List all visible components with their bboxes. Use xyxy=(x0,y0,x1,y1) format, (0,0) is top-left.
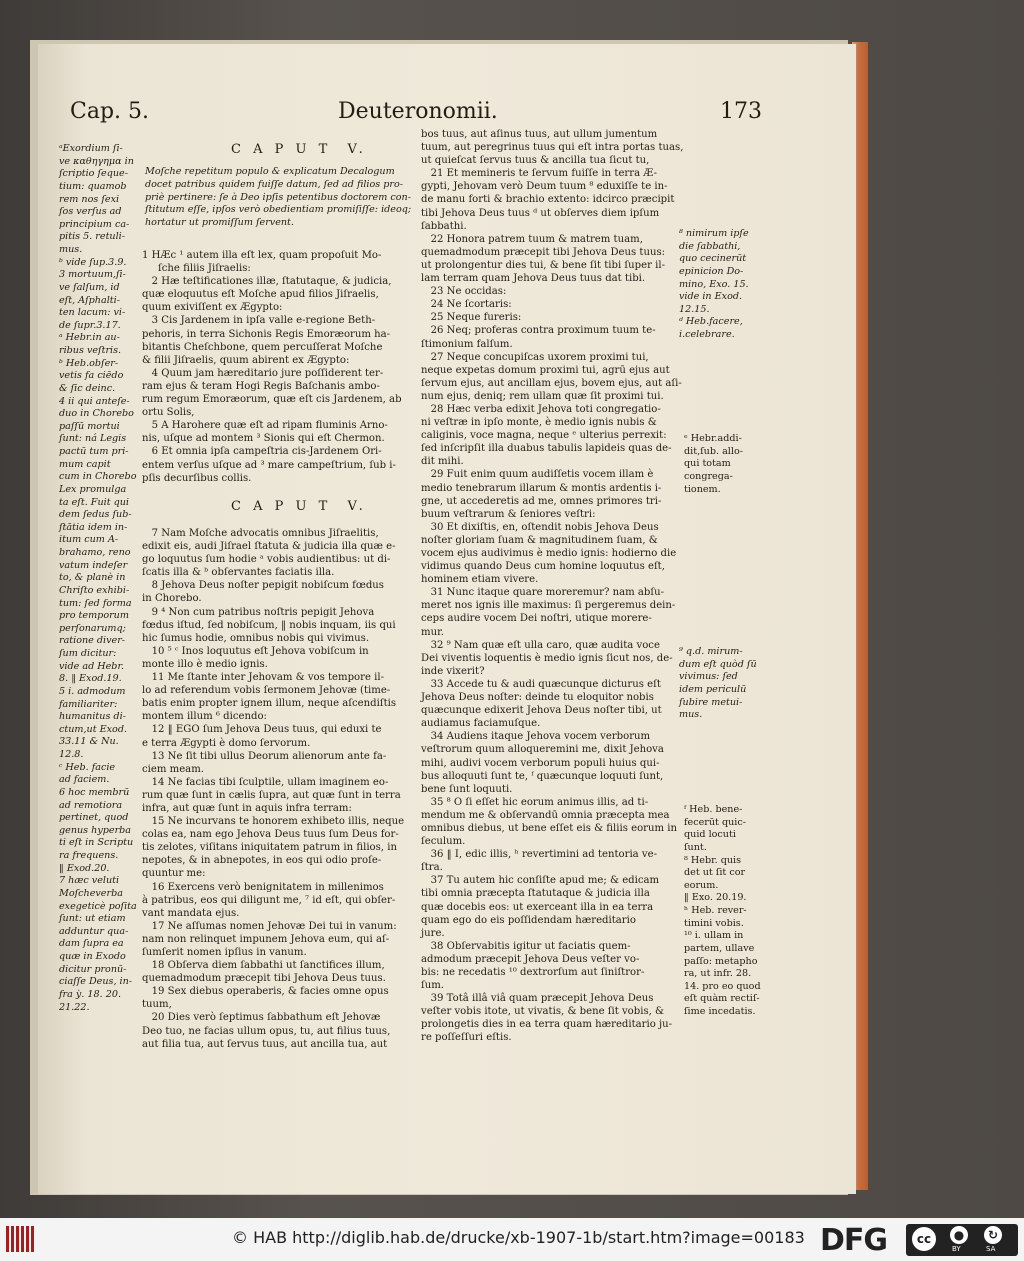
text-line: quuntur me: xyxy=(142,868,206,880)
text-line: 7 Nam Moſche advocatis omnibus Jiſraelitis, xyxy=(142,528,379,539)
text-line: meret nos ignis ille maximus: ſi pergeremus dein- xyxy=(421,600,676,612)
margin-note-line: die ſabbathi, xyxy=(679,240,741,252)
margin-note-line: pactū tum pri- xyxy=(59,446,129,457)
margin-note-line: Moſcheverba xyxy=(59,887,123,899)
text-line: à patribus, eos qui diligunt me, ⁷ id eſt, qui obſer- xyxy=(142,894,396,906)
margin-note-line: perſonarumq; xyxy=(59,622,126,634)
margin-note-line: eorum. xyxy=(684,879,719,891)
text-line: ſtra. xyxy=(421,862,443,874)
text-line: quam ego do eis poſſidendam hæreditario xyxy=(421,914,636,926)
text-line: 25 Neque fureris: xyxy=(421,312,522,324)
text-line: 14 Ne facias tibi ſculptile, ullam imaginem eo- xyxy=(142,776,389,788)
text-line: edixit eis, audi Jiſrael ſtatuta & judicia illa quæ e- xyxy=(142,541,396,553)
margin-note-line: adduntur qua- xyxy=(59,925,129,937)
text-line: 15 Ne incurvans te honorem exhibeto illis, neque xyxy=(142,816,405,828)
margin-note-line: ve ſalſum, id xyxy=(59,281,120,293)
text-line: 27 Neque concupiſcas uxorem proximi tui, xyxy=(421,351,649,363)
margin-note-line: exegeticè poſita xyxy=(59,900,137,912)
margin-note-line: paſſo: metapho xyxy=(684,955,758,967)
text-line: mendum me & obſervandū omnia præcepta mea xyxy=(421,809,670,821)
text-line: bus alloquuti ſunt te, ᶠ quæcunque loquuti ſunt, xyxy=(421,770,664,782)
text-line: 23 Ne occidas: xyxy=(421,286,507,298)
margin-note-line: epinicion Do- xyxy=(679,265,744,277)
text-line: veſter vobis itote, ut vivatis, & bene ſit vobis, & xyxy=(421,1006,665,1018)
argument-line: Moſche repetitum populo & explicatum Decalogum xyxy=(145,166,395,177)
text-line: ortu Solis, xyxy=(142,407,195,419)
right-margin-notes-4 xyxy=(684,804,761,1019)
margin-note-line: mus. xyxy=(679,709,703,721)
text-line: ſtimonium falſum. xyxy=(421,338,513,350)
margin-note-line: tum: ſed forma xyxy=(59,597,132,609)
text-line: 19 Sex diebus operaberis, & facies omne opus xyxy=(142,986,389,998)
text-line: buum veſtrarum & ſeniores veſtri: xyxy=(421,508,596,520)
margin-note-line: ſum dicitur: xyxy=(59,648,117,659)
margin-note-line: vetis fa ciēdo xyxy=(59,370,124,382)
text-line: 22 Honora patrem tuum & matrem tuam, xyxy=(421,233,643,245)
text-line: 24 Ne ſcortaris: xyxy=(421,299,512,311)
cc-license-badge[interactable] xyxy=(906,1224,1018,1256)
text-line: 35 ⁸ O ſi eſſet hic eorum animus illis, ad ti- xyxy=(421,796,649,808)
margin-note-line: fra ỳ. 18. 20. xyxy=(59,988,121,1000)
text-line: vant mandata ejus. xyxy=(142,907,240,919)
text-line: de manu forti & brachio extento: idcirco præcipit xyxy=(421,194,675,206)
text-line: 32 ⁹ Nam quæ eſt ulla caro, quæ audita voce xyxy=(421,639,660,651)
text-line: tibi Jehova Deus tuus ᵈ ut obſerves diem ipſum xyxy=(421,207,660,219)
text-line: lam terram quam Jehova Deus tuus dat tibi. xyxy=(421,273,646,285)
text-line: hominem etiam vivere. xyxy=(421,574,539,586)
text-line: quemadmodum præcepit tibi Jehova Deus tuus. xyxy=(142,973,386,985)
right-margin-notes-2 xyxy=(684,433,743,496)
margin-note-line: ratione diver- xyxy=(59,635,126,647)
margin-note-line: de ſupr.3.17. xyxy=(59,319,121,331)
text-line: rum regum Emoræorum, quæ eſt cis Jardenem, ab xyxy=(142,394,402,406)
text-line: 2 Hæ teſtificationes illæ, ſtatutaque, & judicia, xyxy=(142,276,392,288)
margin-note-line: ᵇ Heb.obſer- xyxy=(59,357,119,369)
text-line: Jehova Deus noſter: deinde tu eloquitor nobis xyxy=(421,692,654,704)
text-line: noſter gloriam ſuam & magnitudinem ſuam, & xyxy=(421,534,658,546)
text-line: 20 Dies verò ſeptimus ſabbathum eſt Jehovæ xyxy=(142,1012,381,1024)
margin-note-line: mus. xyxy=(59,244,83,255)
text-line: vidimus quando Deus cum homine loquutus eſt, xyxy=(421,561,665,573)
by-label: BY xyxy=(952,1245,961,1253)
margin-note-line: itum cum A- xyxy=(59,534,119,546)
text-line: bis: ne recedatis ¹⁰ dextrorſum aut ſiniſtror- xyxy=(421,967,645,978)
text-line: 13 Ne ſit tibi ullus Deorum alienorum ante fa- xyxy=(142,750,387,762)
text-line: pehoris, in terra Sichonis Regis Emoræorum ha- xyxy=(142,328,391,340)
margin-note-line: eſt, Aſphalti- xyxy=(59,294,120,306)
text-line: bene ſunt loquuti. xyxy=(421,783,513,795)
margin-note-line: dem ſedus ſub- xyxy=(59,509,132,521)
margin-note-line: ten lacum: vi- xyxy=(59,307,126,319)
text-line: 17 Ne aſſumas nomen Jehovæ Dei tui in vanum: xyxy=(142,920,397,932)
text-line: vocem ejus audivimus è medio ignis: hodierno die xyxy=(421,548,677,559)
text-line: veſtrorum quum alloqueremini me, dixit Jehova xyxy=(421,744,664,756)
text-line: 31 Nunc itaque quare moreremur? nam abſu- xyxy=(421,587,664,599)
text-line: tibi omnia præcepta ſtatutaque & judicia illa xyxy=(421,888,650,900)
margin-note-line: dum eſt quòd ſū xyxy=(679,658,757,670)
text-line: 39 Totâ illâ viâ quam præcepit Jehova Deus xyxy=(421,993,654,1005)
margin-note-line: ſubire metui- xyxy=(679,696,743,708)
margin-note-line: dicitur pronū- xyxy=(59,963,127,975)
margin-note-line: genus hyperba xyxy=(59,824,132,836)
verses-7-20 xyxy=(142,527,404,1051)
margin-note-line: 8. ‖ Exod.19. xyxy=(59,673,122,685)
text-line: ſche filiis Jiſraelis: xyxy=(142,263,251,275)
text-line: neque expetas domum proximi tui, agrū ejus aut xyxy=(421,364,670,376)
margin-note-line: familiariter: xyxy=(59,698,118,710)
text-line: e terra Ægypti è domo ſervorum. xyxy=(142,737,311,749)
margin-note-line: tionem. xyxy=(684,483,721,495)
text-line: aut filia tua, aut ſervus tuus, aut ancilla tua, aut xyxy=(142,1038,388,1050)
text-line: tuum, aut peregrinus tuus qui eſt intra portas tuas, xyxy=(421,142,684,154)
text-line: ni veſtræ in ipſo monte, è medio ignis nubis & xyxy=(421,417,657,429)
margin-note-line: ad faciem. xyxy=(59,774,110,786)
text-line: ſum. xyxy=(421,980,445,992)
text-line: 10 ⁵ ᶜ Inos loquutus eſt Jehova vobiſcum in xyxy=(142,645,369,657)
text-line: 8 Jehova Deus noſter pepigit nobiſcum fœdus xyxy=(142,580,384,592)
margin-note-line: partem, ullave xyxy=(684,942,755,954)
margin-note-line: ⁸ nimirum ipſe xyxy=(679,228,749,239)
dfg-logo: DFG xyxy=(820,1223,888,1258)
margin-note-line: fecerūt quic- xyxy=(684,816,746,828)
margin-note-line: ve καθηγημα in xyxy=(59,155,134,167)
text-line: 9 ⁴ Non cum patribus noſtris pepigit Jehova xyxy=(142,606,375,618)
text-line: in Chorebo. xyxy=(142,593,202,605)
text-line: medio tenebrarum illarum & montis ardentis i- xyxy=(421,482,662,494)
verses-1-6 xyxy=(142,249,402,485)
text-line: quæ eloquutus eſt Moſche apud filios Jiſraelis, xyxy=(142,289,379,301)
text-line: tis zelotes, viſitans iniquitatem patrum in filios, in xyxy=(142,842,397,854)
text-line: 1 HÆc ¹ autem illa eſt lex, quam propoſuit Mo- xyxy=(142,250,382,261)
hab-logo-icon xyxy=(6,1226,42,1252)
text-line: ſcatis illa & ᵇ obſervantes faciatis illa. xyxy=(142,567,335,579)
margin-note-line: ᵉ Hebr.addi- xyxy=(684,433,742,444)
margin-note-line: ctum,ut Exod. xyxy=(59,723,128,735)
text-line: montem illum ⁶ dicendo: xyxy=(142,711,267,723)
argument-line: priè pertinere: ſe à Deo ipſis petentibus doctorem con- xyxy=(145,191,411,203)
text-line: audiamus faciamuſque. xyxy=(421,718,541,730)
text-line: bitantis Cheſchbone, quem percuſſerat Moſche xyxy=(142,341,383,353)
text-line: ram ejus & teram Hogi Regis Baſchanis ambo- xyxy=(142,380,380,392)
text-line: ſervum ejus, aut ancillam ejus, bovem ejus, aut aſi- xyxy=(421,377,682,389)
text-line: lo ad referendum vobis ſermonem Jehovæ (time- xyxy=(142,685,391,697)
chapter-heading-1: C A P U T V. xyxy=(231,142,367,157)
text-line: re poſſeſſuri eſtis. xyxy=(421,1032,512,1044)
text-line: hic ſumus hodie, omnibus nobis qui vivimus. xyxy=(142,632,370,644)
margin-note-line: principium ca- xyxy=(59,218,130,230)
margin-note-line: brahamo, reno xyxy=(59,547,131,558)
right-margin-notes-1 xyxy=(679,228,749,342)
running-head-chapter: Cap. 5. xyxy=(70,99,150,124)
margin-note-line: ra frequens. xyxy=(59,850,119,861)
text-line: entem verſus uſque ad ³ mare campeſtrium, ſub i- xyxy=(142,459,396,471)
margin-note-line: idem periculū xyxy=(679,683,747,695)
margin-note-line: paſſū mortui xyxy=(59,420,120,432)
margin-note-line: ‖ Exo. 20.19. xyxy=(684,892,747,904)
text-line: gne, ut accederetis ad me, omnes primores tri- xyxy=(421,495,662,507)
margin-note-line: 5 i. admodum xyxy=(59,685,126,697)
margin-note-line: & ſic deinc. xyxy=(59,382,116,394)
text-line: 4 Quum jam hæreditario jure poſſiderent ter- xyxy=(142,367,384,379)
margin-note-line: 21.22. xyxy=(59,1001,90,1013)
margin-note-line: eſt quàm rectiſ- xyxy=(684,993,760,1005)
text-line: ſeculum. xyxy=(421,836,466,848)
margin-note-line: ſos verſus ad xyxy=(59,206,122,218)
text-line: 33 Accede tu & audi quæcunque dicturus eſt xyxy=(421,678,661,690)
margin-note-line: duo in Chorebo xyxy=(59,408,134,420)
margin-note-line: quo cecinerūt xyxy=(679,253,747,265)
sa-label: SA xyxy=(986,1245,996,1253)
margin-note-line: ribus veſtris. xyxy=(59,345,122,356)
margin-note-line: vide in Exod. xyxy=(679,291,743,303)
margin-note-line: pertinet, quod xyxy=(59,812,129,824)
running-head-book: Deuteronomii. xyxy=(338,99,498,124)
text-line: 37 Tu autem hic conſiſte apud me; & edicam xyxy=(421,875,660,887)
text-line: ſumſerit nomen ipſius in vanum. xyxy=(142,947,307,958)
margin-note-line: ᵃ Hebr.in au- xyxy=(59,332,120,344)
margin-note-line: Chriſto exhibi- xyxy=(59,584,130,596)
text-line: ſed inſcripſit illa duabus tabulis lapideis quas de- xyxy=(421,443,672,455)
margin-note-line: dam ſupra ea xyxy=(59,938,124,950)
margin-note-line: qui totam xyxy=(684,458,731,470)
argument-line: ſtitutum eſſe, ipſos verò obedientiam promiſiſſe: ideoq; xyxy=(145,204,412,216)
left-margin-notes xyxy=(59,143,137,1014)
margin-note-line: ⁹ q.d. mirum- xyxy=(679,646,743,657)
margin-note-line: 12.8. xyxy=(59,749,84,760)
text-line: quum exiviſſent ex Ægypto: xyxy=(142,302,283,314)
text-line: dit mihi. xyxy=(421,456,464,468)
chapter-heading-2: C A P U T V. xyxy=(231,499,367,514)
text-line: bos tuus, aut aſinus tuus, aut ullum jumentum xyxy=(421,129,658,140)
margin-note-line: ʰ Heb. rever- xyxy=(684,905,747,916)
viewer-footer xyxy=(0,1218,1024,1261)
text-line: 38 Obſervabitis igitur ut faciatis quem- xyxy=(421,940,631,952)
margin-note-line: 4 ii qui anteſe- xyxy=(59,395,130,407)
margin-note-line: ti eſt in Scriptu xyxy=(59,837,134,849)
text-line: num ejus, deniq; rem ullam quæ ſit proximi tui. xyxy=(421,390,664,402)
text-line: colas ea, nam ego Jehova Deus tuus ſum Deus for- xyxy=(142,829,399,841)
text-line: rum quæ ſunt in cælis ſupra, aut quæ ſunt in terra xyxy=(142,789,401,801)
text-line: admodum præcepit Jehova Deus veſter vo- xyxy=(421,953,640,965)
margin-note-line: 6 hoc membrū xyxy=(59,786,130,798)
margin-note-line: i.celebrare. xyxy=(679,329,735,340)
margin-note-line: ᶜ Heb. facie xyxy=(59,761,116,773)
text-line: 6 Et omnia ipſa campeſtria cis-Jardenem Ori- xyxy=(142,446,382,458)
text-line: quæcunque edixerit Jehova Deus noſter tibi, ut xyxy=(421,705,662,717)
text-line: 11 Me ſtante inter Jehovam & vos tempore il- xyxy=(142,672,385,684)
margin-note-line: quæ in Exodo xyxy=(59,951,126,962)
margin-note-line: rem nos ſexi xyxy=(59,193,120,205)
by-person-icon: ● xyxy=(950,1226,968,1244)
margin-note-line: ra, ut infr. 28. xyxy=(684,968,752,980)
margin-note-line: Lex promulga xyxy=(59,483,127,495)
text-line: 3 Cis Jardenem in ipſa valle e-regione Beth- xyxy=(142,315,376,327)
margin-note-line: ſtātia idem in- xyxy=(59,521,128,533)
text-line: ceps audire vocem Dei noſtri, utique morere- xyxy=(421,613,652,625)
text-line: Deo tuo, ne facias ullum opus, tu, aut filius tuus, xyxy=(142,1025,391,1037)
margin-note-line: vivimus: ſed xyxy=(679,671,738,683)
margin-note-line: ᵇ vide ſup.3.9. xyxy=(59,256,127,268)
text-line: tuum, xyxy=(142,999,172,1011)
text-line: 28 Hæc verba edixit Jehova toti congregatio- xyxy=(421,403,661,415)
text-line: 36 ‖ I, edic illis, ʰ revertimini ad tentoria ve- xyxy=(421,849,657,861)
text-line: 18 Obſerva diem ſabbathi ut ſanctifices illum, xyxy=(142,960,385,972)
margin-note-line: quid locuti xyxy=(684,829,736,841)
margin-note-line: to, & planè in xyxy=(59,572,126,584)
margin-note-line: ¹⁰ i. ullam in xyxy=(684,930,744,942)
text-line: inde vixerit? xyxy=(421,665,485,677)
text-line: nis, uſque ad montem ³ Sionis qui eſt Chermon. xyxy=(142,433,385,445)
margin-note-line: pitis 5. retuli- xyxy=(59,231,125,243)
text-line: go loquutus ſum hodie ᵃ vobis audientibus: ut di- xyxy=(142,554,391,566)
margin-note-line: dit,ſub. allo- xyxy=(684,445,743,457)
text-line: nam non relinquet impunem Jehova eum, qui aſ- xyxy=(142,933,390,945)
copyright-link[interactable]: © HAB http://diglib.hab.de/drucke/xb-1907-1b/start.htm?image=00183 xyxy=(232,1228,805,1247)
text-line: mihi, audivi vocem verborum populi huius qui- xyxy=(421,757,660,769)
margin-note-line: ſunt: ná Legis xyxy=(59,433,127,445)
margin-note-line: ta eſt. Fuit qui xyxy=(59,496,130,508)
text-line: 5 A Harohere quæ eſt ad ripam fluminis Arno- xyxy=(142,420,388,432)
margin-note-line: vatum indeſer xyxy=(59,559,128,571)
text-line: ſabbathi. xyxy=(421,220,467,232)
text-line: Dei viventis loquentis è medio ignis ſicut nos, de- xyxy=(421,652,673,664)
margin-note-line: mino, Exo. 15. xyxy=(679,278,749,290)
text-line: monte illo è medio ignis. xyxy=(142,658,268,670)
book-page xyxy=(38,44,856,1194)
margin-note-line: tium: quamob xyxy=(59,180,127,192)
margin-note-line: 12.15. xyxy=(679,303,710,315)
text-line: 30 Et dixiſtis, en, oſtendit nobis Jehova Deus xyxy=(421,521,659,533)
text-line: 29 Fuit enim quum audiſſetis vocem illam è xyxy=(421,469,654,481)
margin-note-line: 14. pro eo quod xyxy=(684,980,761,992)
text-line: & filii Jiſraelis, quum abirent ex Ægypto: xyxy=(142,354,350,366)
text-line: caliginis, voce magna, neque ᵉ ulterius perrexit: xyxy=(421,430,667,442)
text-line: 16 Exercens verò benignitatem in millenimos xyxy=(142,881,384,893)
margin-note-line: ᵈ Heb.facere, xyxy=(679,316,743,328)
text-line: jure. xyxy=(421,927,445,939)
margin-note-line: ſcriptio ſeque- xyxy=(59,168,128,180)
margin-note-line: pro temporum xyxy=(59,610,129,622)
text-line: ut prolongentur dies tui, & bene ſit tibi ſuper il- xyxy=(421,259,666,271)
text-line: prolongetis dies in ea terra quam hæreditario ju- xyxy=(421,1019,673,1031)
text-line: 12 ‖ EGO ſum Jehova Deus tuus, qui eduxi te xyxy=(142,724,382,736)
margin-note-line: cum in Chorebo xyxy=(59,471,137,483)
margin-note-line: ‖ Exod.20. xyxy=(59,862,110,874)
margin-note-line: ciaſſe Deus, in- xyxy=(59,976,133,988)
text-line: quæ docebis eos: ut exerceant illa in ea terra xyxy=(421,901,654,913)
sa-share-icon: ↻ xyxy=(984,1226,1002,1244)
text-line: ciem meam. xyxy=(142,763,204,775)
margin-note-line: humanitus di- xyxy=(59,711,126,723)
text-line: mur. xyxy=(421,626,444,638)
margin-note-line: 7 hæc veluti xyxy=(59,875,120,887)
margin-note-line: mum capit xyxy=(59,458,111,470)
text-line: pſis decurſibus collis. xyxy=(142,472,252,484)
margin-note-line: 3 mortuum,ſi- xyxy=(59,269,126,281)
margin-note-line: ſunt. xyxy=(684,841,707,853)
margin-note-line: vide ad Hebr. xyxy=(59,660,125,672)
text-line: fœdus iſtud, ſed nobiſcum, ‖ nobis inquam, iis qui xyxy=(142,619,396,631)
text-line: 26 Neq; proferas contra proximum tuum te- xyxy=(421,325,656,337)
margin-note-line: ad remotiora xyxy=(59,799,123,811)
right-margin-notes-3 xyxy=(679,646,757,722)
margin-note-line: det ut ſit cor xyxy=(684,867,746,879)
margin-note-line: ᵃExordium ſi- xyxy=(59,143,123,154)
verses-20-39 xyxy=(421,128,683,1045)
text-line: omnibus diebus, ut bene eſſet eis & filiis eorum in xyxy=(421,822,677,834)
argument-line: hortatur ut promiſſum ſervent. xyxy=(145,217,294,229)
margin-note-line: ᶠ Heb. bene- xyxy=(684,804,743,815)
margin-note-line: timini vobis. xyxy=(684,917,744,929)
cc-icon: cc xyxy=(912,1227,936,1251)
chapter-argument xyxy=(145,166,411,230)
text-line: 21 Et memineris te ſervum fuiſſe in terra Æ- xyxy=(421,168,657,180)
text-line: ut quieſcat ſervus tuus & ancilla tua ſicut tu, xyxy=(421,155,650,167)
margin-note-line: 33.11 & Nu. xyxy=(59,736,119,748)
argument-line: docet patribus quidem fuiſſe datum, ſed ad filios pro- xyxy=(145,178,403,190)
margin-note-line: congrega- xyxy=(684,470,733,482)
margin-note-line: ſunt: ut etiam xyxy=(59,913,126,925)
text-line: infra, aut quæ ſunt in aquis infra terram: xyxy=(142,802,352,814)
text-line: batis enim propter ignem illum, neque aſcendiſtis xyxy=(142,698,397,710)
text-line: gypti, Jehovam verò Deum tuum ⁸ eduxiſſe te in- xyxy=(421,181,668,193)
text-line: nepotes, & in abnepotes, in eos qui odio proſe- xyxy=(142,855,382,867)
text-line: quemadmodum præcepit tibi Jehova Deus tuus: xyxy=(421,246,666,258)
margin-note-line: ⁸ Hebr. quis xyxy=(684,854,742,866)
text-line: 34 Audiens itaque Jehova vocem verborum xyxy=(421,731,651,743)
page-number: 173 xyxy=(720,99,762,124)
margin-note-line: ſime incedatis. xyxy=(684,1006,756,1017)
